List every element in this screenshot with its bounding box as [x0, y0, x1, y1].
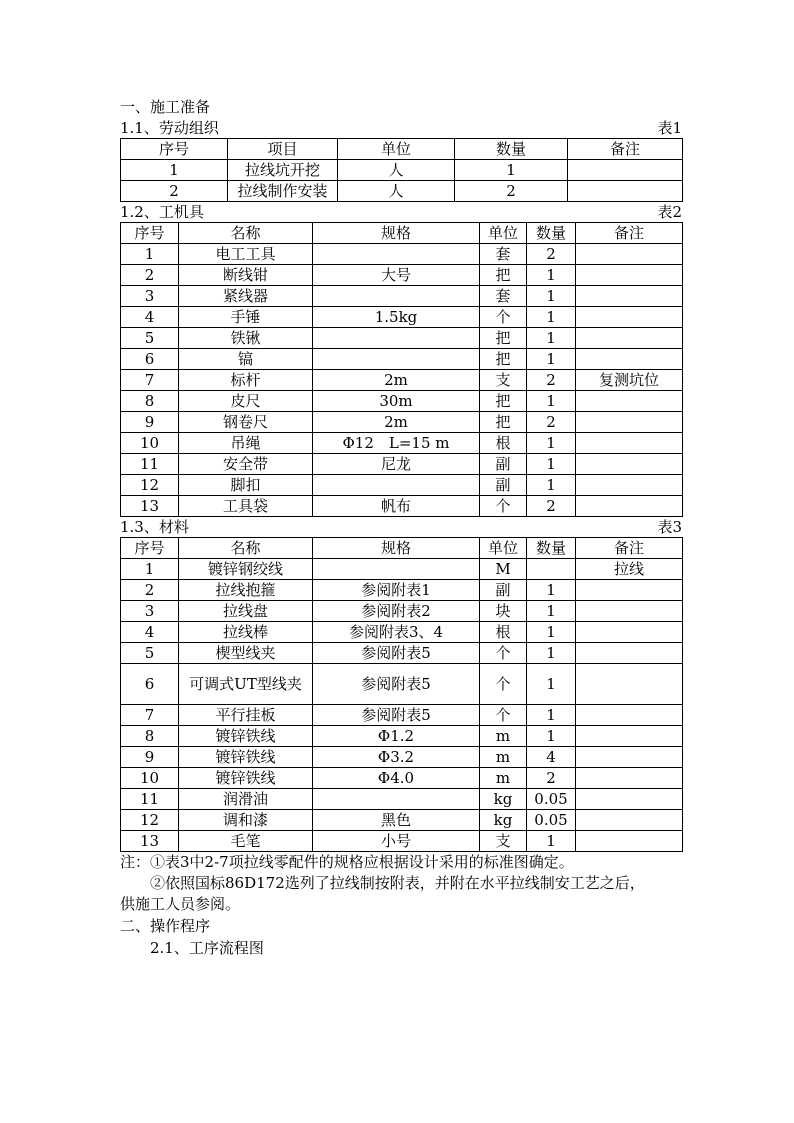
table-cell: 1: [527, 831, 576, 852]
table-cell: 3: [121, 286, 179, 307]
table-cell: Φ4.0: [313, 768, 480, 789]
table-cell: [576, 475, 683, 496]
table-cell: 楔型线夹: [179, 643, 313, 664]
column-header: 序号: [121, 223, 179, 244]
table-row: [121, 307, 683, 328]
table-cell: 拉线: [576, 559, 683, 580]
table-cell: 调和漆: [179, 810, 313, 831]
column-header: 备注: [576, 223, 683, 244]
table-cell: 2: [455, 181, 568, 202]
table-cell: 脚扣: [179, 475, 313, 496]
table-row: [121, 391, 683, 412]
table-cell: [576, 433, 683, 454]
table-header-row: [121, 538, 683, 559]
table-cell: 1: [121, 244, 179, 265]
table-cell: [313, 475, 480, 496]
table-cell: 参阅附表5: [313, 643, 480, 664]
table-cell: [313, 789, 480, 810]
table-cell: 4: [121, 307, 179, 328]
table-cell: 2: [527, 412, 576, 433]
table-row: [121, 328, 683, 349]
table-row: [121, 496, 683, 517]
table-cell: 参阅附表2: [313, 601, 480, 622]
table-cell: 12: [121, 810, 179, 831]
table-cell: 人: [338, 160, 455, 181]
table-row: [121, 747, 683, 768]
table-cell: 1: [527, 726, 576, 747]
column-header: 名称: [179, 538, 313, 559]
table-row: [121, 370, 683, 391]
column-header: 备注: [576, 538, 683, 559]
table-row: [121, 559, 683, 580]
table-cell: 4: [527, 747, 576, 768]
table-cell: 把: [480, 412, 527, 433]
table-row: [121, 181, 683, 202]
table-cell: 1: [527, 433, 576, 454]
table-cell: 可调式UT型线夹: [179, 664, 313, 705]
table-cell: 个: [480, 643, 527, 664]
table-cell: 标杆: [179, 370, 313, 391]
table-cell: 8: [121, 726, 179, 747]
table-cell: 毛笔: [179, 831, 313, 852]
table-cell: 副: [480, 454, 527, 475]
table-cell: [576, 286, 683, 307]
table-cell: 尼龙: [313, 454, 480, 475]
table-cell: 1: [527, 286, 576, 307]
note-line-2: ②依照国标86D172选列了拉线制按附表，并附在水平拉线制安工艺之后，: [150, 874, 645, 892]
table-cell: 1: [527, 580, 576, 601]
table-cell: 参阅附表5: [313, 705, 480, 726]
table-cell: [313, 244, 480, 265]
labor-table: [120, 138, 683, 202]
table-cell: 11: [121, 789, 179, 810]
table-cell: 1: [527, 391, 576, 412]
table-cell: [576, 664, 683, 705]
table-cell: m: [480, 747, 527, 768]
table-row: [121, 601, 683, 622]
table-cell: 2: [527, 768, 576, 789]
table-cell: [527, 559, 576, 580]
table-cell: 30m: [313, 391, 480, 412]
table-cell: 把: [480, 265, 527, 286]
column-header: 单位: [480, 223, 527, 244]
table-cell: 1: [527, 307, 576, 328]
table-cell: 镀锌钢绞线: [179, 559, 313, 580]
table-cell: 13: [121, 496, 179, 517]
table-cell: 帆布: [313, 496, 480, 517]
table-cell: 镐: [179, 349, 313, 370]
table-cell: kg: [480, 789, 527, 810]
table-cell: Φ1.2: [313, 726, 480, 747]
table-cell: 2: [527, 496, 576, 517]
table-cell: 拉线抱箍: [179, 580, 313, 601]
section-heading-1: 一、施工准备: [120, 98, 211, 116]
table-cell: [576, 580, 683, 601]
table-cell: 平行挂板: [179, 705, 313, 726]
note-line-1: 注：①表3中2-7项拉线零配件的规格应根据设计采用的标准图确定。: [120, 853, 574, 871]
table-header-row: [121, 223, 683, 244]
table-cell: 0.05: [527, 810, 576, 831]
table-cell: 人: [338, 181, 455, 202]
table-row: [121, 580, 683, 601]
table-cell: 2: [527, 244, 576, 265]
table-cell: 2: [527, 370, 576, 391]
table-cell: 电工工具: [179, 244, 313, 265]
table-cell: 个: [480, 307, 527, 328]
table-cell: [576, 601, 683, 622]
table-cell: 1: [527, 349, 576, 370]
table-cell: [313, 286, 480, 307]
table-cell: 6: [121, 664, 179, 705]
table-cell: 1: [527, 328, 576, 349]
note-line-3: 供施工人员参阅。: [120, 895, 241, 913]
table-cell: [576, 643, 683, 664]
tools-table: [120, 222, 683, 517]
table-row: [121, 454, 683, 475]
table-cell: 镀锌铁线: [179, 768, 313, 789]
table-cell: 参阅附表3、4: [313, 622, 480, 643]
table-cell: 2m: [313, 370, 480, 391]
table-cell: 个: [480, 664, 527, 705]
section-heading-2-1: 2.1、工序流程图: [150, 939, 264, 957]
column-header: 规格: [313, 538, 480, 559]
table-cell: 2: [121, 580, 179, 601]
table-cell: 把: [480, 328, 527, 349]
table-cell: [576, 622, 683, 643]
table-row: [121, 433, 683, 454]
table-row: [121, 789, 683, 810]
table1-caption: 1.1、劳动组织: [120, 119, 219, 137]
table-cell: [576, 726, 683, 747]
table2-caption: 1.2、工机具: [120, 203, 204, 221]
table-cell: 把: [480, 391, 527, 412]
table-cell: 工具袋: [179, 496, 313, 517]
table-row: [121, 831, 683, 852]
table-cell: 个: [480, 705, 527, 726]
document-page: [120, 96, 682, 959]
table-cell: 铁锹: [179, 328, 313, 349]
table-cell: 套: [480, 244, 527, 265]
table-cell: 润滑油: [179, 789, 313, 810]
table-cell: [576, 454, 683, 475]
table-cell: [568, 181, 683, 202]
table-row: [121, 768, 683, 789]
table-cell: 根: [480, 622, 527, 643]
table1-label: 表1: [657, 119, 682, 137]
table3-caption: 1.3、材料: [120, 518, 189, 536]
table-cell: 大号: [313, 265, 480, 286]
table-cell: 7: [121, 370, 179, 391]
table-row: [121, 705, 683, 726]
table-row: [121, 286, 683, 307]
table-cell: 7: [121, 705, 179, 726]
table-cell: 6: [121, 349, 179, 370]
table-cell: 根: [480, 433, 527, 454]
column-header: 数量: [527, 538, 576, 559]
table-row: [121, 349, 683, 370]
table-row: [121, 810, 683, 831]
table-cell: [576, 307, 683, 328]
table-cell: [313, 328, 480, 349]
table-cell: 1: [527, 265, 576, 286]
table-cell: 皮尺: [179, 391, 313, 412]
table-cell: 1: [527, 705, 576, 726]
table-cell: [576, 391, 683, 412]
table-cell: 拉线盘: [179, 601, 313, 622]
table-cell: 安全带: [179, 454, 313, 475]
table-cell: 手锤: [179, 307, 313, 328]
table-cell: 拉线棒: [179, 622, 313, 643]
table-cell: 2: [121, 181, 228, 202]
table-cell: 黑色: [313, 810, 480, 831]
table-cell: [576, 705, 683, 726]
table-cell: [576, 831, 683, 852]
table-cell: 参阅附表5: [313, 664, 480, 705]
table2-label: 表2: [657, 203, 682, 221]
table-cell: 1: [527, 622, 576, 643]
table3-label: 表3: [657, 518, 682, 536]
table-cell: 2m: [313, 412, 480, 433]
table-row: [121, 726, 683, 747]
table3-caption-row: [120, 517, 682, 537]
table-cell: 1: [121, 559, 179, 580]
column-header: 数量: [455, 139, 568, 160]
table-cell: [576, 349, 683, 370]
materials-table: [120, 537, 683, 852]
table-cell: [576, 810, 683, 831]
table1-caption-row: [120, 118, 682, 138]
table-cell: 1: [527, 664, 576, 705]
table-cell: [568, 160, 683, 181]
table-cell: 副: [480, 580, 527, 601]
table2-caption-row: [120, 202, 682, 222]
table-cell: 13: [121, 831, 179, 852]
table-cell: [313, 349, 480, 370]
table-cell: 2: [121, 265, 179, 286]
table-cell: 9: [121, 747, 179, 768]
table-cell: [576, 789, 683, 810]
table-cell: [576, 328, 683, 349]
table-cell: 支: [480, 831, 527, 852]
table-cell: kg: [480, 810, 527, 831]
table-cell: 拉线坑开挖: [228, 160, 338, 181]
table-row: [121, 475, 683, 496]
table-cell: [576, 265, 683, 286]
table-cell: [576, 244, 683, 265]
table-cell: 个: [480, 496, 527, 517]
table-cell: 3: [121, 601, 179, 622]
table-cell: 1: [455, 160, 568, 181]
table-cell: 小号: [313, 831, 480, 852]
table-cell: 拉线制作安装: [228, 181, 338, 202]
table-cell: 吊绳: [179, 433, 313, 454]
section-heading-2: 二、操作程序: [120, 917, 211, 935]
table-cell: [313, 559, 480, 580]
table-cell: 镀锌铁线: [179, 726, 313, 747]
table-cell: 参阅附表1: [313, 580, 480, 601]
table-row: [121, 265, 683, 286]
table-cell: m: [480, 768, 527, 789]
column-header: 序号: [121, 538, 179, 559]
table-cell: 复测坑位: [576, 370, 683, 391]
table-cell: 0.05: [527, 789, 576, 810]
table-cell: 1: [527, 601, 576, 622]
table-cell: 10: [121, 768, 179, 789]
column-header: 名称: [179, 223, 313, 244]
table-cell: 镀锌铁线: [179, 747, 313, 768]
column-header: 单位: [338, 139, 455, 160]
table-cell: 12: [121, 475, 179, 496]
table-cell: 支: [480, 370, 527, 391]
column-header: 数量: [527, 223, 576, 244]
table-header-row: [121, 139, 683, 160]
table-row: [121, 160, 683, 181]
table-cell: M: [480, 559, 527, 580]
table-cell: 块: [480, 601, 527, 622]
table-cell: [576, 412, 683, 433]
table-cell: 1: [121, 160, 228, 181]
table-row: [121, 412, 683, 433]
column-header: 序号: [121, 139, 228, 160]
table-cell: m: [480, 726, 527, 747]
column-header: 规格: [313, 223, 480, 244]
table-cell: 1: [527, 454, 576, 475]
table-cell: 紧线器: [179, 286, 313, 307]
table-cell: 4: [121, 622, 179, 643]
table-cell: [576, 496, 683, 517]
table-cell: 10: [121, 433, 179, 454]
column-header: 备注: [568, 139, 683, 160]
table-cell: Φ12 L=15 m: [313, 433, 480, 454]
table-row: [121, 244, 683, 265]
table-cell: 5: [121, 328, 179, 349]
table-cell: 9: [121, 412, 179, 433]
table-cell: 钢卷尺: [179, 412, 313, 433]
column-header: 单位: [480, 538, 527, 559]
table-cell: Φ3.2: [313, 747, 480, 768]
column-header: 项目: [228, 139, 338, 160]
table-cell: 1: [527, 475, 576, 496]
table-cell: 套: [480, 286, 527, 307]
table-cell: 断线钳: [179, 265, 313, 286]
table-cell: 把: [480, 349, 527, 370]
table-cell: 11: [121, 454, 179, 475]
table-row: [121, 622, 683, 643]
table-row: [121, 643, 683, 664]
table-row: [121, 664, 683, 705]
table-cell: 1: [527, 643, 576, 664]
table-cell: 5: [121, 643, 179, 664]
table-cell: [576, 768, 683, 789]
table-cell: 1.5kg: [313, 307, 480, 328]
table-cell: 8: [121, 391, 179, 412]
table-cell: [576, 747, 683, 768]
table-cell: 副: [480, 475, 527, 496]
